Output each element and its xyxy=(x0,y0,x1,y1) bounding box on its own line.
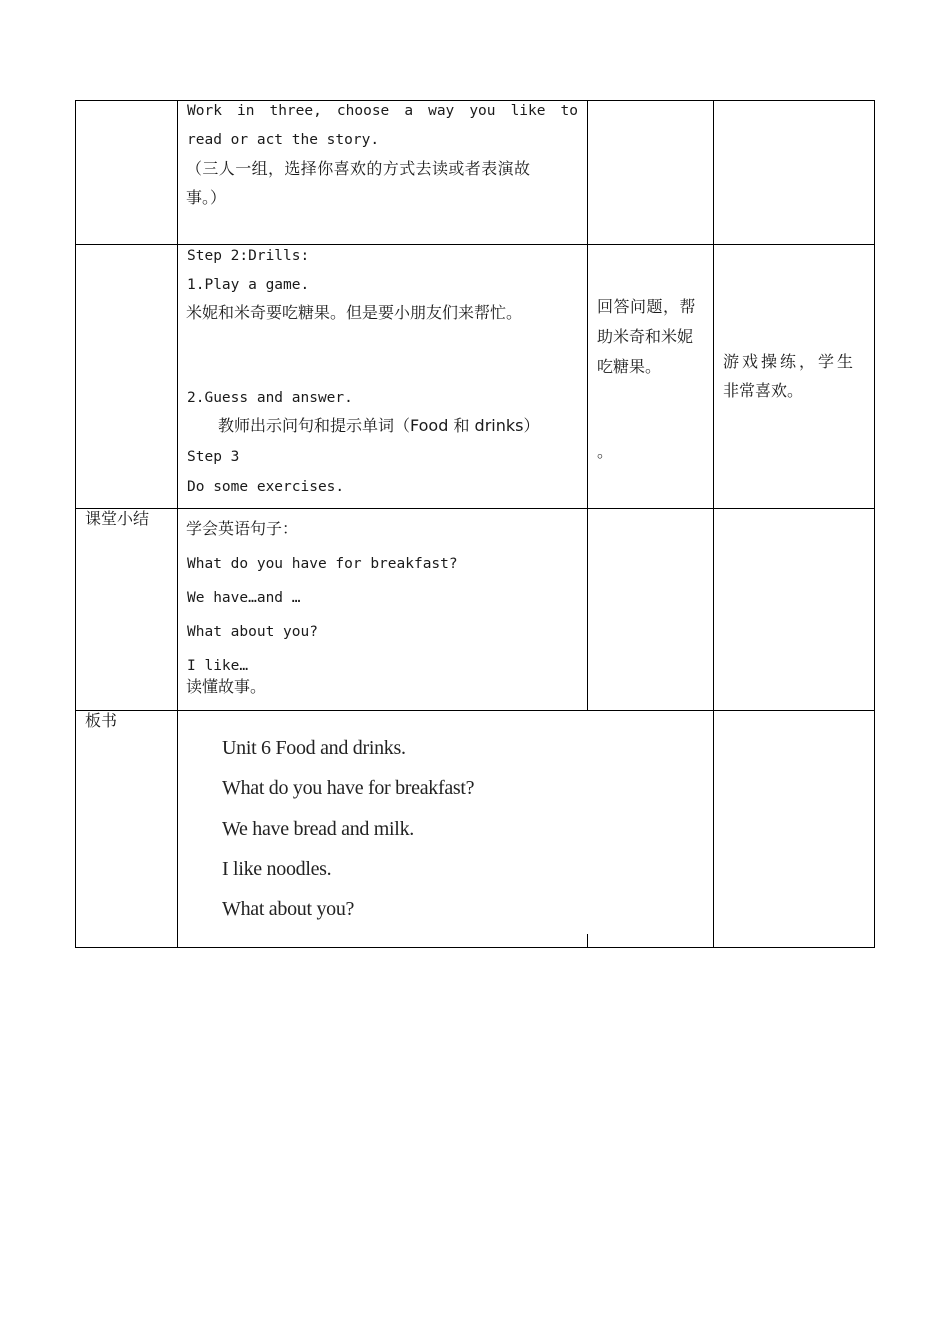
activity-text: read or act the story. xyxy=(187,132,380,148)
student-activity-text: 回答问题，帮 xyxy=(597,297,697,316)
student-activity-text: 吃糖果。 xyxy=(597,357,662,376)
activity-text-cn: 教师出示问句和提示单词（Food 和 drinks） xyxy=(218,416,540,435)
summary-text-cn: 学会英语句子： xyxy=(186,519,299,538)
activity-text-cn: （三人一组，选择你喜欢的方式去读或者表演故 xyxy=(186,159,531,178)
row-divider-1 xyxy=(75,244,875,245)
row-divider-2 xyxy=(75,508,875,509)
row-label-blackboard: 板书 xyxy=(85,711,118,730)
summary-sentence: I like… xyxy=(187,658,249,674)
table-border-right xyxy=(874,100,875,948)
activity-text-cn: 事。） xyxy=(186,188,227,207)
design-note-text: 游戏操练，学生 xyxy=(723,352,857,371)
summary-text-cn: 读懂故事。 xyxy=(186,677,267,696)
summary-sentence: We have…and … xyxy=(187,590,301,606)
summary-sentence: What do you have for breakfast? xyxy=(187,556,458,572)
design-note-text: 非常喜欢。 xyxy=(723,381,804,400)
board-line: I like noodles. xyxy=(222,858,332,880)
board-line: What about you? xyxy=(222,898,355,920)
col-divider-2-stub xyxy=(587,934,588,948)
step-heading: Step 2:Drills: xyxy=(187,248,310,264)
table-border-bottom xyxy=(75,947,875,948)
step-heading: Step 3 xyxy=(187,449,240,465)
student-activity-text: 。 xyxy=(597,442,614,461)
row-divider-3 xyxy=(75,710,875,711)
activity-text: 2.Guess and answer. xyxy=(187,390,353,406)
board-line: We have bread and milk. xyxy=(222,818,414,840)
activity-text: Do some exercises. xyxy=(187,479,345,495)
col-divider-3 xyxy=(713,100,714,948)
student-activity-text: 助米奇和米妮 xyxy=(597,327,694,346)
activity-text: Work in three, choose a way you like to xyxy=(187,103,578,119)
col-divider-2 xyxy=(587,100,588,711)
board-line: What do you have for breakfast? xyxy=(222,777,475,799)
row-label-summary: 课堂小结 xyxy=(85,509,150,528)
table-border-left xyxy=(75,100,76,948)
activity-text: 1.Play a game. xyxy=(187,277,310,293)
col-divider-1 xyxy=(177,100,178,948)
summary-sentence: What about you? xyxy=(187,624,318,640)
board-line: Unit 6 Food and drinks. xyxy=(222,737,406,759)
activity-text-cn: 米妮和米奇要吃糖果。但是要小朋友们来帮忙。 xyxy=(186,303,523,322)
